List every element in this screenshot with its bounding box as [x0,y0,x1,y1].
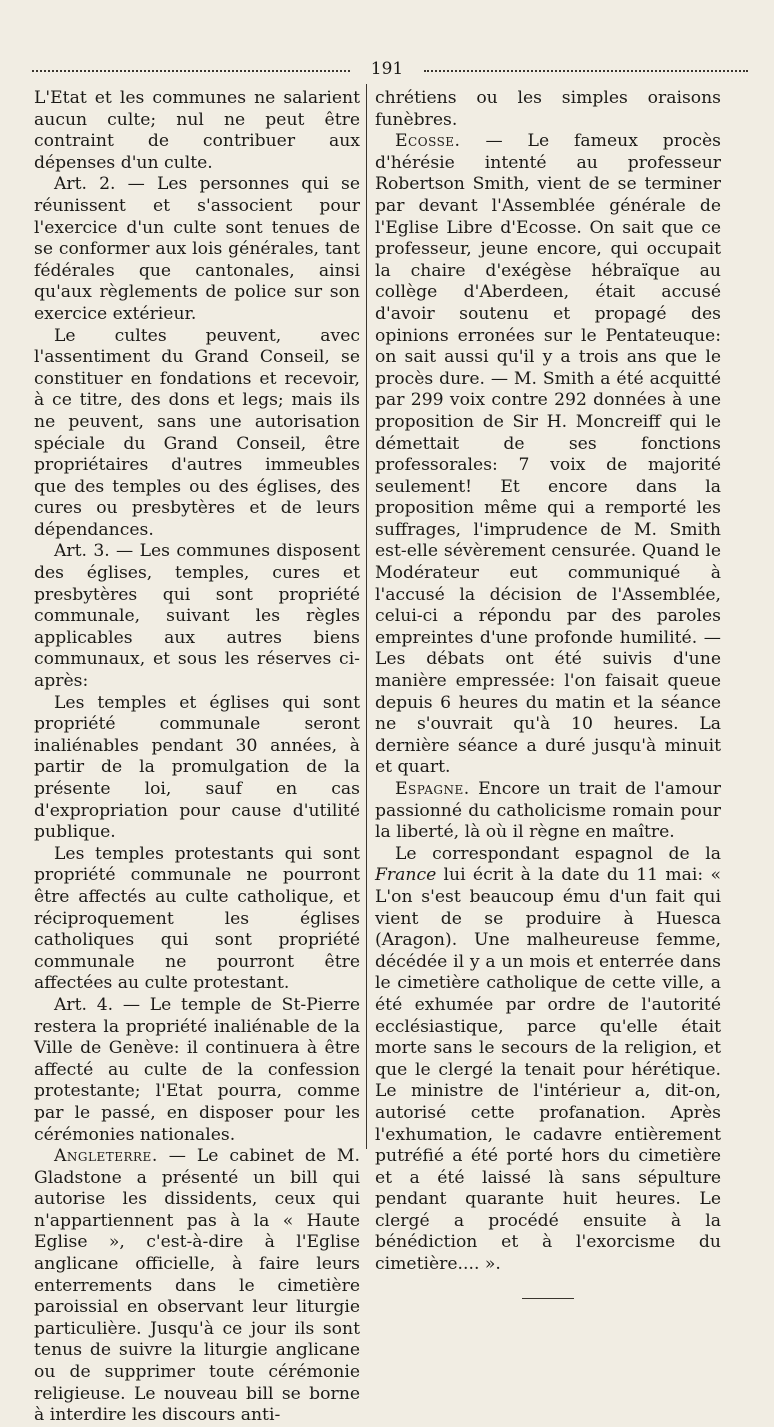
right-column [375,88,721,1299]
page-header [32,58,748,82]
newspaper-title: France [375,865,437,886]
section-heading: Angleterre. [54,1146,158,1167]
section-heading: Ecosse. [395,131,461,152]
text: lui écrit à la date du 11 mai: « L'on s'est beaucoup ému d'un fait qui vient de se produire à Huesca (Aragon). Une malheureuse femme, décédée il y a un mois et enterrée dans le cimetière catholique de cette ville, a été exhumée par ordre de l'autorité ecclésiastique, parce qu'elle était morte sans le secours de la religion, et que le clergé la tenait pour hérétique. Le ministre de l'intérieur a, dit-on, autorisé cette profanation. Après l'exhumation, le cadavre entièrement putréfié a été porté hors du cimetière et a été laissé là sans sépulture pendant quarante huit heures. Le clergé a procédé ensuite à la bénédiction et à l'exorcisme du cimetière.... ». [375,865,721,1275]
text: Le correspondant espagnol de la [395,843,721,864]
paragraph-art-4: Art. 4. — Le temple de St-Pierre restera la propriété inaliénable de la Ville de Genève: il continuera à être affecté au culte de la confession protestante; l'Etat pourra, comme par le passé, en disposer pour les cérémonies nationales. [34,994,360,1145]
section-espagne [375,779,721,844]
end-rule [522,1298,574,1299]
section-heading: Espagne. [395,779,470,799]
page-number: 191 [370,59,404,79]
paragraph: chrétiens ou les simples oraisons funèbres. [375,88,721,130]
section-text: — Le fameux procès d'hérésie intenté au professeur Robertson Smith, vient de se terminer par devant l'Assemblée générale de l'Eglise Libre d'Ecosse. On sait que ce professeur, jeune encore, qui occupait la chaire d'exégèse hébraïque au collège d'Aberdeen, était accusé d'avoir soutenu et propagé des opinions erronées sur le Pentateuque: on sait aussi qu'il y a trois ans que le procès dure. — M. Smith a été acquitté par 299 voix contre 292 données à une proposition de Sir H. Moncreiff qui le démettait de ses fonctions professorales: 7 voix de majorité seulement! Et encore dans la proposition même qui a remporté les suffrages, l'imprudence de M. Smith est-elle sévèrement censurée. Quand le Modérateur eut communiqué à l'accusé la décision de l'Assemblée, celui-ci a répondu par des paroles empreintes d'une profonde humilité. — Les débats ont été suivis d'une manière empressée: l'on faisait queue depuis 6 heures du matin et la séance ne s'ouvrait qu'à 10 heures. La dernière séance a duré jusqu'à minuit et quart. [375,131,721,778]
paragraph: L'Etat et les communes ne salarient aucun culte; nul ne peut être contraint de contribuer aux dépenses d'un culte. [34,88,360,173]
section-ecosse [375,131,721,779]
section-angleterre [34,1146,360,1427]
paragraph-correspondent [375,844,721,1276]
column-divider [366,84,367,1149]
left-column [34,88,360,1427]
header-rule-right [424,70,748,72]
header-rule-left [32,70,350,72]
section-text: — Le cabinet de M. Gladstone a présenté un bill qui autorise les dissidents, ceux qui n'appartiennent pas à la « Haute Eglise », c'est-à-dire à l'Eglise anglicane officielle, à faire leurs enterrements dans le cimetière paroissial en observant leur liturgie particulière. Jusqu'à ce jour ils sont tenus de suivre la liturgie anglicane ou de supprimer toute cérémonie religieuse. Le nouveau bill se borne à interdire les discours anti- [34,1146,360,1426]
paragraph: Les temples protestants qui sont propriété communale ne pourront être affectés au culte catholique, et réciproquement les églises catholiques qui sont propriété communale ne pourront être affectées au culte protestant. [34,843,360,994]
paragraph: Les temples et églises qui sont propriété communale seront inaliénables pendant 30 années, à partir de la promulgation de la présente loi, sauf en cas d'expropriation pour cause d'utilité publique. [34,692,360,843]
paragraph: Le cultes peuvent, avec l'assentiment du Grand Conseil, se constituer en fondations et recevoir, à ce titre, des dons et legs; mais ils ne peuvent, sans une autorisation spéciale du Grand Conseil, être propriétaires d'autres immeubles que des temples ou des églises, des cures ou presbytères et de leurs dépendances. [34,325,360,540]
paragraph-art-2: Art. 2. — Les personnes qui se réunissent et s'associent pour l'exercice d'un culte sont tenues de se conformer aux lois générales, tant fédérales que cantonales, ainsi qu'aux règlements de police sur son exercice extérieur. [34,174,360,324]
section-text: Encore un trait de l'amour passionné du catholicisme romain pour la liberté, là où il règne en maître. [375,779,721,843]
paragraph-art-3: Art. 3. — Les communes disposent des églises, temples, cures et presbytères qui sont propriété communale, suivant les règles applicables aux autres biens communaux, et sous les réserves ci-après: [34,541,360,692]
